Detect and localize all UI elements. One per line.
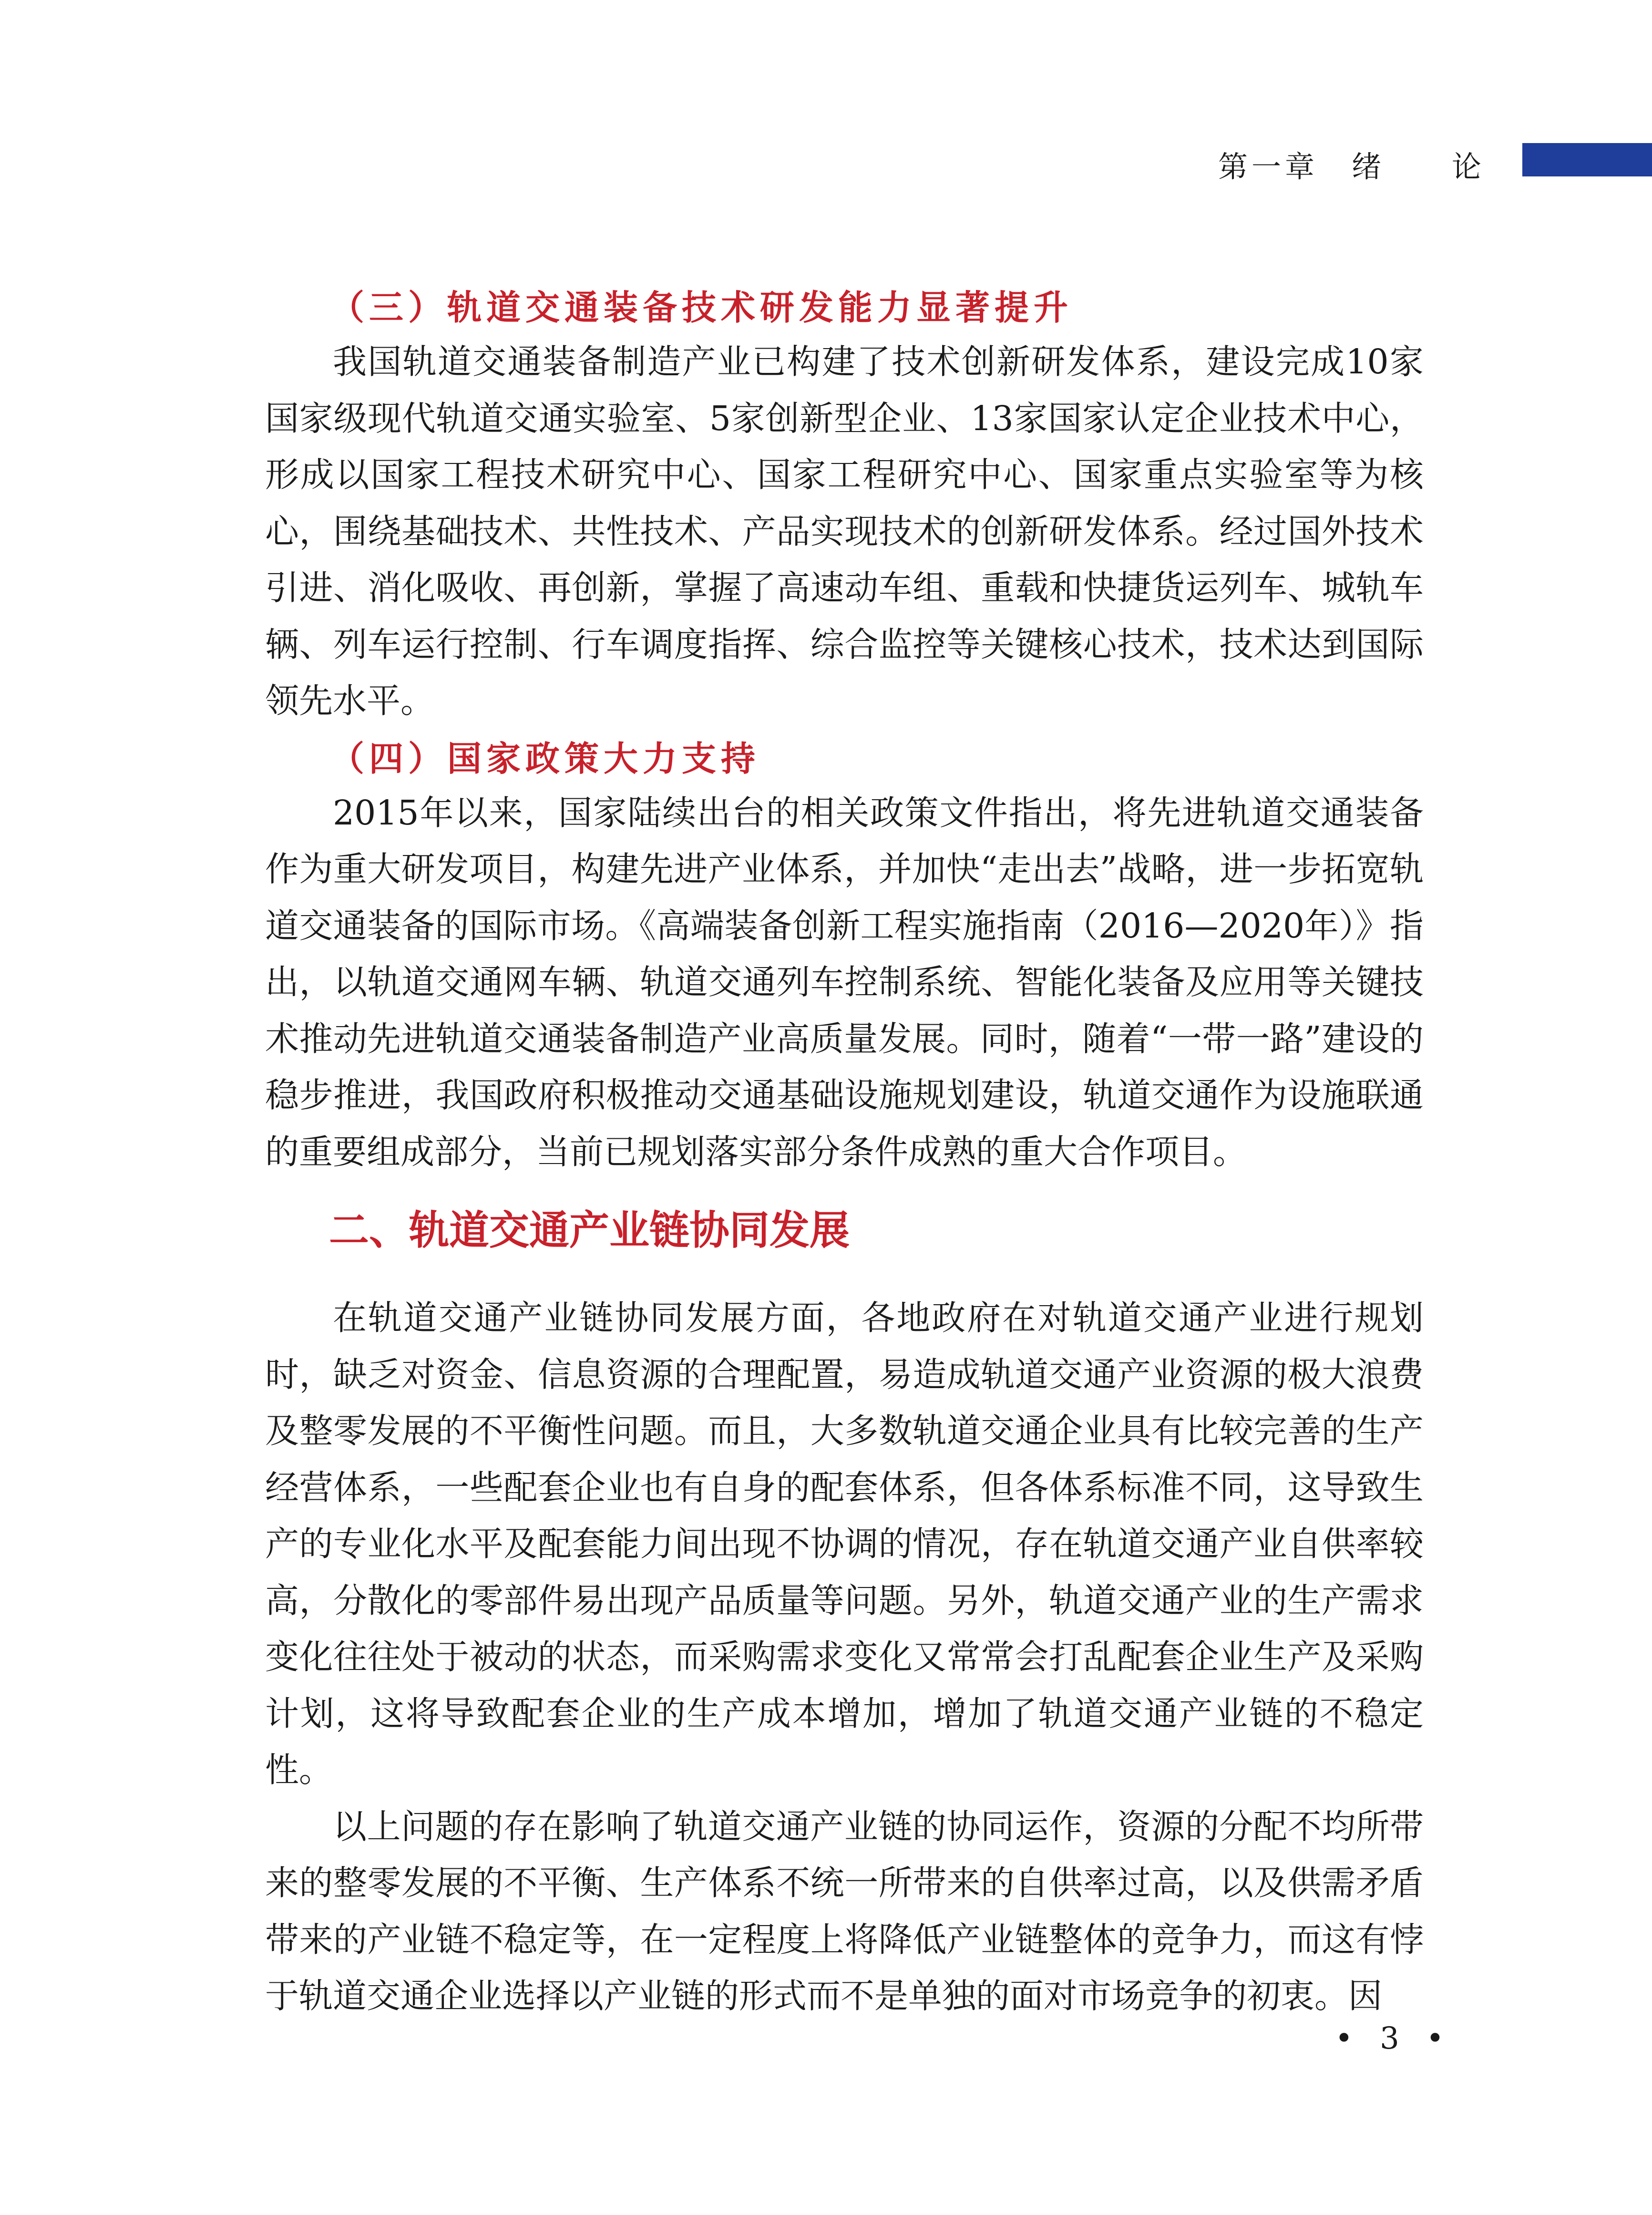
chapter-header-title: 第一章 绪 论 <box>1218 149 1485 184</box>
subsection-heading-3: （三）轨道交通装备技术研发能力显著提升 <box>330 287 1073 328</box>
section-heading-2: 二、轨道交通产业链协同发展 <box>329 1207 850 1254</box>
page-number: • 3 • <box>1335 2021 1453 2056</box>
chapter-header-bar <box>1522 143 1652 176</box>
subsection-heading-4: （四）国家政策大力支持 <box>330 738 760 779</box>
paragraph-industry-chain-1: 在轨道交通产业链协同发展方面，各地政府在对轨道交通产业进行规划时，缺乏对资金、信息资源的合理配置，易造成轨道交通产业资源的极大浪费及整零发展的不平衡性问题。而且，大多数轨道交通企业具有比较完善的生产经营体系，一些配套企业也有自身的配套体系，但各体系标准不同，这导致生产的专业化水平及配套能力间出现不协调的情况，存在轨道交通产业自供率较高，分散化的零部件易出现产品质量等问题。另外，轨道交通产业的生产需求变化往往处于被动的状态，而采购需求变化又常常会打乱配套企业生产及采购计划，这将导致配套企业的生产成本增加，增加了轨道交通产业链的不稳定性。 <box>265 1298 1424 1790</box>
page-content <box>265 281 1424 2025</box>
paragraph-policy-support: 2015年以来，国家陆续出台的相关政策文件指出，将先进轨道交通装备作为重大研发项目，构建先进产业体系，并加快“走出去”战略，进一步拓宽轨道交通装备的国际市场。《高端装备创新工程实施指南（2016—2020年）》指出，以轨道交通网车辆、轨道交通列车控制系统、智能化装备及应用等关键技术推动先进轨道交通装备制造产业高质量发展。同时，随着“一带一路”建设的稳步推进，我国政府积极推动交通基础设施规划建设，轨道交通作为设施联通的重要组成部分，当前已规划落实部分条件成熟的重大合作项目。 <box>265 793 1424 1172</box>
paragraph-tech-rd: 我国轨道交通装备制造产业已构建了技术创新研发体系，建设完成10家国家级现代轨道交通实验室、5家创新型企业、13家国家认定企业技术中心，形成以国家工程技术研究中心、国家工程研究中心、国家重点实验室等为核心，围绕基础技术、共性技术、产品实现技术的创新研发体系。经过国外技术引进、消化吸收、再创新，掌握了高速动车组、重载和快捷货运列车、城轨车辆、列车运行控制、行车调度指挥、综合监控等关键核心技术，技术达到国际领先水平。 <box>265 342 1424 721</box>
paragraph-industry-chain-2: 以上问题的存在影响了轨道交通产业链的协同运作，资源的分配不均所带来的整零发展的不平衡、生产体系不统一所带来的自供率过高，以及供需矛盾带来的产业链不稳定等，在一定程度上将降低产业链整体的竞争力，而这有悖于轨道交通企业选择以产业链的形式而不是单独的面对市场竞争的初衷。因 <box>265 1806 1424 2016</box>
